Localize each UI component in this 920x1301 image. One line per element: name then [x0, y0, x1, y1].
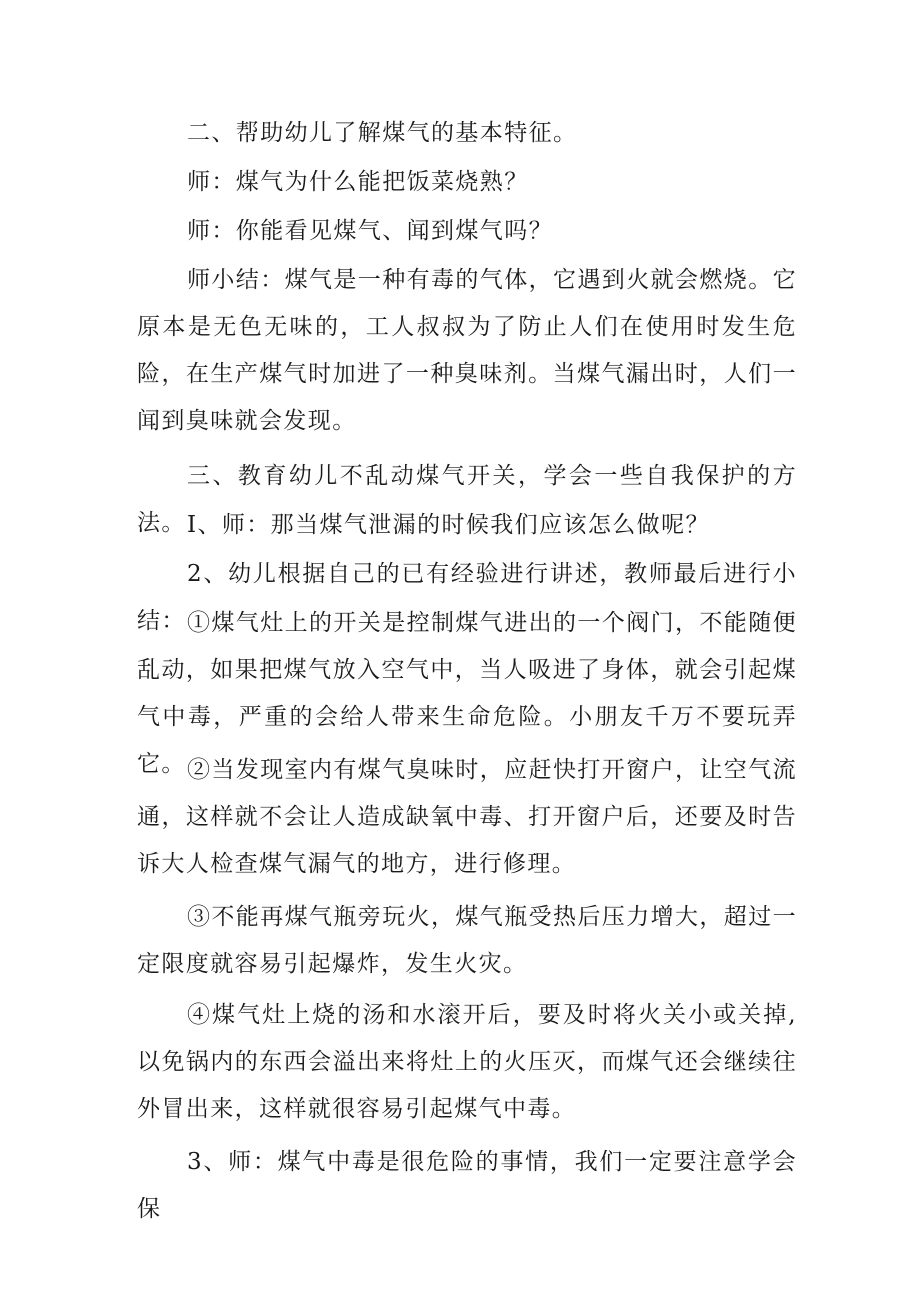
step-1-question: I、师：那当煤气泄漏的时候我们应该怎么做呢？: [187, 512, 710, 538]
safety-point-4: ④煤气灶上烧的汤和水滚开后，要及时将火关小或关掉,以免锅内的东西会溢出来将灶上的火压灭，而煤气还会继续往外冒出来，这样就很容易引起煤气中毒。: [137, 1002, 797, 1122]
section-heading-2: 二、帮助幼儿了解煤气的基本特征。: [187, 120, 578, 146]
step-3-statement: 3、师：煤气中毒是很危险的事情，我们一定要注意学会保: [137, 1149, 797, 1222]
safety-point-3: ③不能再煤气瓶旁玩火，煤气瓶受热后压力增大，超过一定限度就容易引起爆炸，发生火灾。: [137, 904, 797, 977]
section-heading-3: 三、教育幼儿不乱动煤气开关，学会一些自我保护的方法。: [137, 463, 797, 536]
safety-point-2: ②当发现室内有煤气臭味时，应赶快打开窗户，让空气流通，这样就不会让人造成缺氧中毒、打开窗户后，还要及时告诉大人检查煤气漏气的地方，进行修理。: [137, 757, 797, 877]
safety-point-1: ①煤气灶上的开关是控制煤气进出的一个阀门，不能随便乱动，如果把煤气放入空气中，当人吸进了身体，就会引起煤气中毒，严重的会给人带来生命危险。小朋友千万不要玩弄它。: [137, 610, 797, 777]
step-2-summary: 2、幼儿根据自己的已有经验进行讲述，教师最后进行小结：: [137, 561, 797, 634]
teacher-question-1: 师：煤气为什么能把饭菜烧熟？: [187, 169, 529, 195]
teacher-question-2: 师：你能看见煤气、闻到煤气吗？: [187, 218, 553, 244]
teacher-summary-paragraph: 师小结：煤气是一种有毒的气体，它遇到火就会燃烧。它原本是无色无味的，工人叔叔为了防止人们在使用时发生危险，在生产煤气时加进了一种臭味剂。当煤气漏出时，人们一闻到臭味就会发现。: [137, 267, 797, 434]
